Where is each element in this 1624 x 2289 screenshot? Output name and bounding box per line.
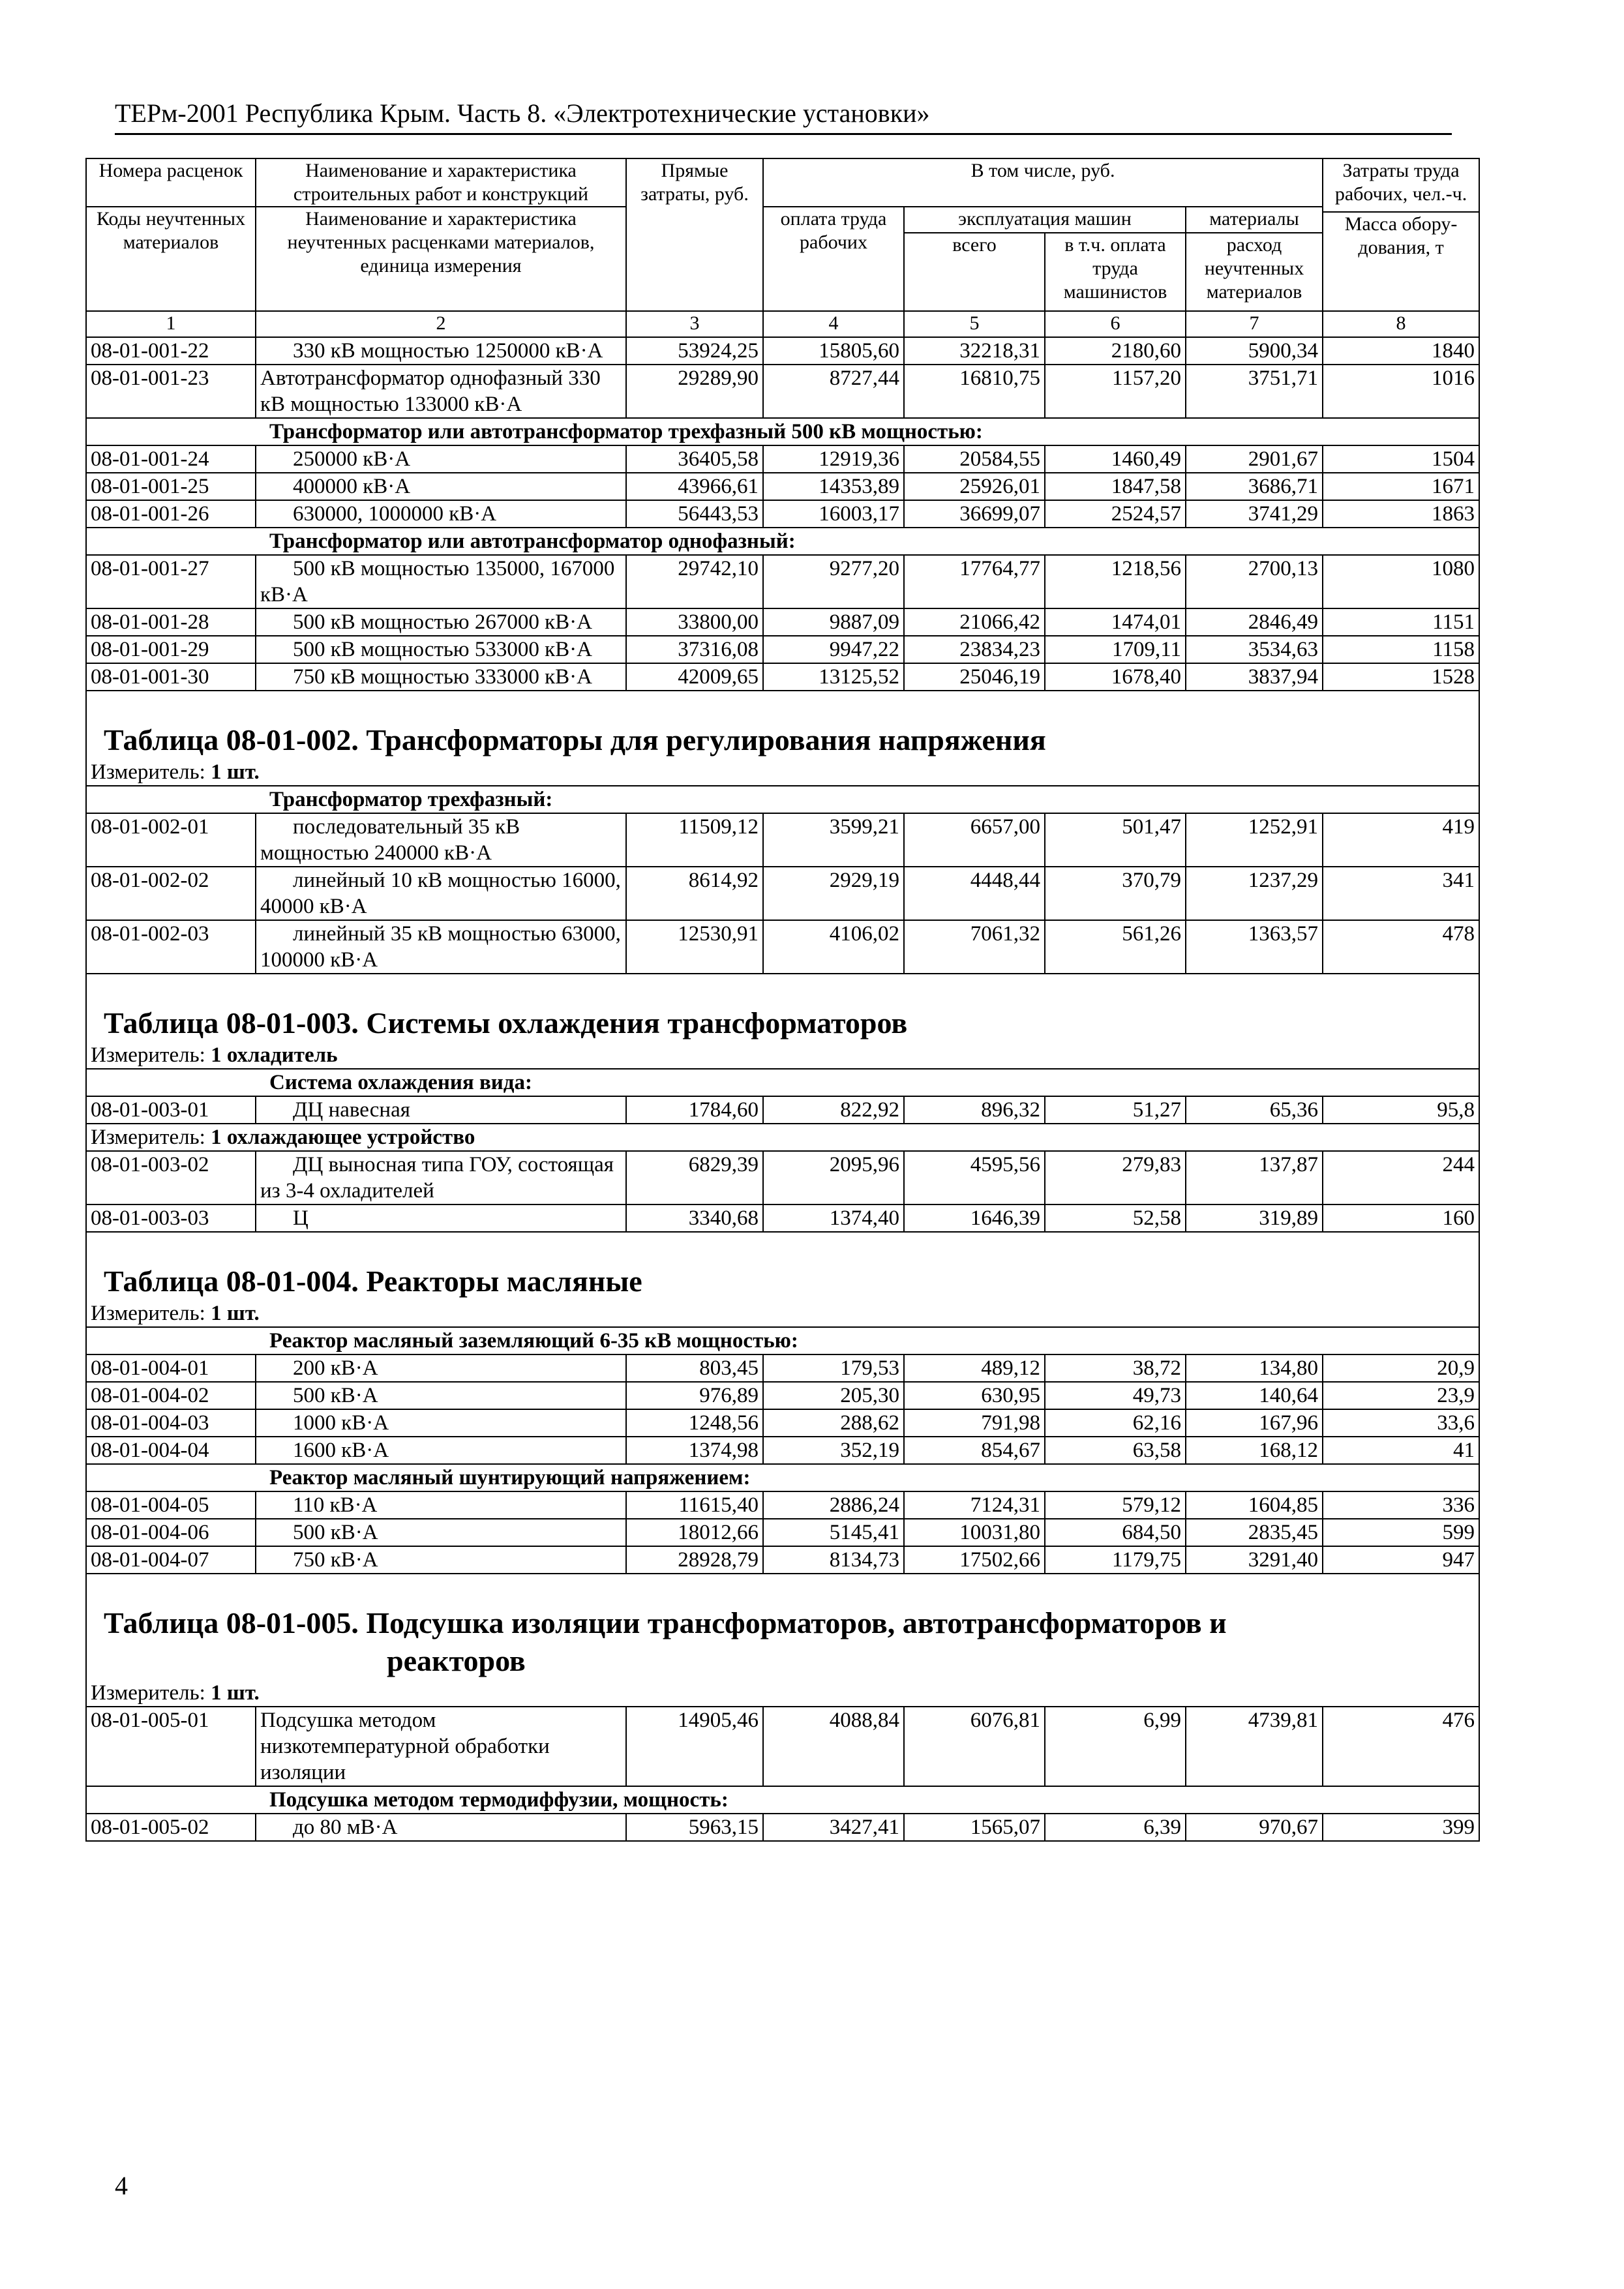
labor-pay: 16003,17 xyxy=(763,500,904,528)
labor-pay: 13125,52 xyxy=(763,663,904,691)
materials-cost: 1363,57 xyxy=(1186,920,1323,974)
labor-pay: 9947,22 xyxy=(763,636,904,663)
materials-cost: 1252,91 xyxy=(1186,813,1323,867)
materials-cost: 167,96 xyxy=(1186,1409,1323,1437)
direct-cost: 1784,60 xyxy=(626,1096,763,1124)
machinists-pay: 579,12 xyxy=(1045,1491,1186,1519)
direct-cost: 1248,56 xyxy=(626,1409,763,1437)
table-row xyxy=(86,1546,1479,1574)
materials-cost: 3686,71 xyxy=(1186,473,1323,500)
direct-cost: 53924,25 xyxy=(626,337,763,365)
machinists-pay: 1460,49 xyxy=(1045,445,1186,473)
table-row xyxy=(86,1096,1479,1124)
col-name-header: Наименование и характеристика строительных работ и конструкций xyxy=(256,158,626,207)
labor-hours: 1840 xyxy=(1323,337,1479,365)
labor-hours: 419 xyxy=(1323,813,1479,867)
machines-total: 25926,01 xyxy=(904,473,1045,500)
labor-hours: 1528 xyxy=(1323,663,1479,691)
labor-pay: 14353,89 xyxy=(763,473,904,500)
rate-code: 08-01-001-29 xyxy=(86,636,256,663)
table-row xyxy=(86,473,1479,500)
machines-total: 17502,66 xyxy=(904,1546,1045,1574)
rate-code: 08-01-004-01 xyxy=(86,1354,256,1382)
rate-name: Подсушка методом низкотемпературной обработки изоляции xyxy=(256,1707,626,1786)
table-row xyxy=(86,445,1479,473)
labor-hours: 1080 xyxy=(1323,555,1479,608)
col-machines-header: эксплуатация машин xyxy=(904,207,1186,233)
group-heading-row xyxy=(86,528,1479,555)
labor-pay: 288,62 xyxy=(763,1409,904,1437)
machines-total: 16810,75 xyxy=(904,365,1045,418)
materials-cost: 134,80 xyxy=(1186,1354,1323,1382)
rate-code: 08-01-001-30 xyxy=(86,663,256,691)
machines-total: 32218,31 xyxy=(904,337,1045,365)
materials-cost: 1604,85 xyxy=(1186,1491,1323,1519)
machines-total: 4448,44 xyxy=(904,867,1045,920)
machinists-pay: 561,26 xyxy=(1045,920,1186,974)
rate-code: 08-01-001-28 xyxy=(86,608,256,636)
group-heading-row xyxy=(86,1069,1479,1096)
table-row xyxy=(86,1409,1479,1437)
machines-total: 20584,55 xyxy=(904,445,1045,473)
labor-hours: 160 xyxy=(1323,1204,1479,1232)
machinists-pay: 1709,11 xyxy=(1045,636,1186,663)
table-title xyxy=(91,1004,1475,1042)
direct-cost: 14905,46 xyxy=(626,1707,763,1786)
rate-name: Автотрансформатор однофазный 330 кВ мощностью 133000 кВ·А xyxy=(256,365,626,418)
rate-code: 08-01-005-01 xyxy=(86,1707,256,1786)
labor-hours: 95,8 xyxy=(1323,1096,1479,1124)
machines-total: 791,98 xyxy=(904,1409,1045,1437)
col-num: 4 xyxy=(763,311,904,337)
materials-cost: 168,12 xyxy=(1186,1437,1323,1464)
labor-pay: 205,30 xyxy=(763,1382,904,1409)
col-num: 5 xyxy=(904,311,1045,337)
machinists-pay: 51,27 xyxy=(1045,1096,1186,1124)
direct-cost: 28928,79 xyxy=(626,1546,763,1574)
rate-name: 200 кВ·А xyxy=(256,1354,626,1382)
group-heading-row xyxy=(86,1786,1479,1814)
materials-cost: 140,64 xyxy=(1186,1382,1323,1409)
labor-pay: 1374,40 xyxy=(763,1204,904,1232)
col-mass-header: Масса обору-дования, т xyxy=(1323,211,1479,260)
rate-name: ДЦ навесная xyxy=(256,1096,626,1124)
labor-pay: 2095,96 xyxy=(763,1151,904,1204)
machinists-pay: 370,79 xyxy=(1045,867,1186,920)
machines-total: 17764,77 xyxy=(904,555,1045,608)
col-num: 6 xyxy=(1045,311,1186,337)
rate-code: 08-01-003-03 xyxy=(86,1204,256,1232)
rate-name: 1000 кВ·А xyxy=(256,1409,626,1437)
machinists-pay: 52,58 xyxy=(1045,1204,1186,1232)
materials-cost: 137,87 xyxy=(1186,1151,1323,1204)
table-row xyxy=(86,867,1479,920)
direct-cost: 37316,08 xyxy=(626,636,763,663)
unit-value: 1 охладитель xyxy=(211,1043,338,1067)
table-row xyxy=(86,365,1479,418)
unit-row xyxy=(86,759,1479,786)
table-title-row xyxy=(86,1574,1479,1680)
machines-total: 7061,32 xyxy=(904,920,1045,974)
col-incl-header: В том числе, руб. xyxy=(763,158,1323,207)
group-heading-row xyxy=(86,786,1479,813)
rate-name: 1600 кВ·А xyxy=(256,1437,626,1464)
unit-heading xyxy=(86,1042,1479,1069)
machinists-pay: 279,83 xyxy=(1045,1151,1186,1204)
table-row xyxy=(86,337,1479,365)
direct-cost: 5963,15 xyxy=(626,1814,763,1841)
rate-name: 110 кВ·А xyxy=(256,1491,626,1519)
rate-code: 08-01-003-02 xyxy=(86,1151,256,1204)
rate-name: 750 кВ мощностью 333000 кВ·А xyxy=(256,663,626,691)
col-num: 2 xyxy=(256,311,626,337)
rate-name: линейный 10 кВ мощностью 16000, 40000 кВ·А xyxy=(256,867,626,920)
materials-cost: 5900,34 xyxy=(1186,337,1323,365)
col-machinists-header: в т.ч. оплата труда машинистов xyxy=(1045,233,1186,311)
labor-hours: 947 xyxy=(1323,1546,1479,1574)
table-row xyxy=(86,920,1479,974)
table-row xyxy=(86,663,1479,691)
unit-heading xyxy=(86,1680,1479,1707)
labor-hours: 1671 xyxy=(1323,473,1479,500)
table-row xyxy=(86,500,1479,528)
materials-cost: 319,89 xyxy=(1186,1204,1323,1232)
rates-table-wrapper xyxy=(85,158,1479,1842)
rate-name: 500 кВ мощностью 135000, 167000 кВ·А xyxy=(256,555,626,608)
labor-pay: 2886,24 xyxy=(763,1491,904,1519)
labor-cost-label: Затраты труда рабочих, чел.-ч. xyxy=(1334,160,1467,205)
rate-name: 750 кВ·А xyxy=(256,1546,626,1574)
table-title-text: Таблица 08-01-005. Подсушка изоляции трансформаторов, автотрансформаторов и xyxy=(104,1606,1227,1639)
labor-hours: 1863 xyxy=(1323,500,1479,528)
group-heading: Подсушка методом термодиффузии, мощность: xyxy=(86,1786,1479,1814)
direct-cost: 6829,39 xyxy=(626,1151,763,1204)
rate-name: до 80 мВ·А xyxy=(256,1814,626,1841)
machinists-pay: 1847,58 xyxy=(1045,473,1186,500)
labor-pay: 8134,73 xyxy=(763,1546,904,1574)
unit-row xyxy=(86,1680,1479,1707)
materials-cost: 3741,29 xyxy=(1186,500,1323,528)
labor-pay: 4106,02 xyxy=(763,920,904,974)
direct-cost: 803,45 xyxy=(626,1354,763,1382)
direct-cost: 3340,68 xyxy=(626,1204,763,1232)
machines-total: 7124,31 xyxy=(904,1491,1045,1519)
table-title-text: Таблица 08-01-002. Трансформаторы для регулирования напряжения xyxy=(104,723,1046,756)
table-title xyxy=(91,1604,1475,1680)
materials-cost: 4739,81 xyxy=(1186,1707,1323,1786)
table-title xyxy=(91,721,1475,759)
labor-pay: 15805,60 xyxy=(763,337,904,365)
table-row xyxy=(86,1519,1479,1546)
rate-name: Ц xyxy=(256,1204,626,1232)
col-unaccounted-name-header: Наименование и характеристика неучтенных расценками материалов, единица измерения xyxy=(256,207,626,311)
labor-hours: 1158 xyxy=(1323,636,1479,663)
machinists-pay: 501,47 xyxy=(1045,813,1186,867)
table-body xyxy=(86,337,1479,1841)
machinists-pay: 49,73 xyxy=(1045,1382,1186,1409)
group-heading: Трансформатор трехфазный: xyxy=(86,786,1479,813)
machinists-pay: 38,72 xyxy=(1045,1354,1186,1382)
page-number: 4 xyxy=(115,2171,128,2200)
labor-pay: 5145,41 xyxy=(763,1519,904,1546)
direct-cost: 11509,12 xyxy=(626,813,763,867)
machinists-pay: 62,16 xyxy=(1045,1409,1186,1437)
table-row xyxy=(86,1204,1479,1232)
rate-name: 500 кВ мощностью 533000 кВ·А xyxy=(256,636,626,663)
machinists-pay: 1179,75 xyxy=(1045,1546,1186,1574)
machines-total: 489,12 xyxy=(904,1354,1045,1382)
materials-cost: 2901,67 xyxy=(1186,445,1323,473)
direct-cost: 33800,00 xyxy=(626,608,763,636)
rate-code: 08-01-001-24 xyxy=(86,445,256,473)
rate-code: 08-01-001-22 xyxy=(86,337,256,365)
table-row xyxy=(86,555,1479,608)
rate-name: 630000, 1000000 кВ·А xyxy=(256,500,626,528)
labor-pay: 9277,20 xyxy=(763,555,904,608)
table-row xyxy=(86,813,1479,867)
labor-pay: 8727,44 xyxy=(763,365,904,418)
labor-hours: 341 xyxy=(1323,867,1479,920)
col-num: 7 xyxy=(1186,311,1323,337)
rate-code: 08-01-001-27 xyxy=(86,555,256,608)
machines-total: 1565,07 xyxy=(904,1814,1045,1841)
direct-cost: 18012,66 xyxy=(626,1519,763,1546)
col-labor-cost-header xyxy=(1323,158,1479,311)
table-header xyxy=(86,158,1479,337)
rate-code: 08-01-004-03 xyxy=(86,1409,256,1437)
unit-heading xyxy=(86,1124,1479,1151)
machines-total: 4595,56 xyxy=(904,1151,1045,1204)
machinists-pay: 2180,60 xyxy=(1045,337,1186,365)
group-heading: Система охлаждения вида: xyxy=(86,1069,1479,1096)
col-num: 8 xyxy=(1323,311,1479,337)
labor-hours: 476 xyxy=(1323,1707,1479,1786)
materials-cost: 2835,45 xyxy=(1186,1519,1323,1546)
materials-cost: 970,67 xyxy=(1186,1814,1323,1841)
unit-value: 1 шт. xyxy=(211,1681,260,1705)
direct-cost: 29289,90 xyxy=(626,365,763,418)
col-direct-header: Прямые затраты, руб. xyxy=(626,158,763,311)
table-row xyxy=(86,1354,1479,1382)
col-labor-header: оплата труда рабочих xyxy=(763,207,904,311)
table-row xyxy=(86,608,1479,636)
rate-name: 250000 кВ·А xyxy=(256,445,626,473)
rate-name: 330 кВ мощностью 1250000 кВ·А xyxy=(256,337,626,365)
unit-label: Измеритель: xyxy=(91,760,205,784)
rate-name: последовательный 35 кВ мощностью 240000 кВ·А xyxy=(256,813,626,867)
machinists-pay: 6,99 xyxy=(1045,1707,1186,1786)
rate-code: 08-01-004-02 xyxy=(86,1382,256,1409)
group-heading-row xyxy=(86,1327,1479,1354)
col-codes-header: Номера расценок xyxy=(86,158,256,207)
rate-name: 400000 кВ·А xyxy=(256,473,626,500)
table-title-continuation: реакторов xyxy=(387,1644,526,1677)
unit-label: Измеритель: xyxy=(91,1681,205,1705)
rate-code: 08-01-001-25 xyxy=(86,473,256,500)
table-row xyxy=(86,1707,1479,1786)
unit-value: 1 шт. xyxy=(211,760,260,784)
rate-name: 500 кВ·А xyxy=(256,1382,626,1409)
machinists-pay: 1678,40 xyxy=(1045,663,1186,691)
rate-name: линейный 35 кВ мощностью 63000, 100000 кВ·А xyxy=(256,920,626,974)
col-num: 3 xyxy=(626,311,763,337)
machines-total: 854,67 xyxy=(904,1437,1045,1464)
table-title-text: Таблица 08-01-004. Реакторы масляные xyxy=(104,1264,642,1298)
group-heading: Реактор масляный шунтирующий напряжением: xyxy=(86,1464,1479,1491)
labor-hours: 20,9 xyxy=(1323,1354,1479,1382)
labor-hours: 336 xyxy=(1323,1491,1479,1519)
materials-cost: 3837,94 xyxy=(1186,663,1323,691)
materials-cost: 3291,40 xyxy=(1186,1546,1323,1574)
machinists-pay: 6,39 xyxy=(1045,1814,1186,1841)
direct-cost: 43966,61 xyxy=(626,473,763,500)
unit-row xyxy=(86,1300,1479,1327)
table-title-row xyxy=(86,974,1479,1042)
rate-name: ДЦ выносная типа ГОУ, состоящая из 3-4 охладителей xyxy=(256,1151,626,1204)
machinists-pay: 63,58 xyxy=(1045,1437,1186,1464)
machines-total: 630,95 xyxy=(904,1382,1045,1409)
rate-name: 500 кВ·А xyxy=(256,1519,626,1546)
group-heading-row xyxy=(86,418,1479,445)
labor-hours: 23,9 xyxy=(1323,1382,1479,1409)
direct-cost: 29742,10 xyxy=(626,555,763,608)
labor-pay: 9887,09 xyxy=(763,608,904,636)
machines-total: 23834,23 xyxy=(904,636,1045,663)
rate-code: 08-01-003-01 xyxy=(86,1096,256,1124)
unit-value: 1 шт. xyxy=(211,1302,260,1325)
table-title-row xyxy=(86,691,1479,759)
unit-value: 1 охлаждающее устройство xyxy=(211,1126,475,1149)
materials-cost: 1237,29 xyxy=(1186,867,1323,920)
col-total-header: всего xyxy=(904,233,1045,311)
labor-pay: 12919,36 xyxy=(763,445,904,473)
materials-cost: 3751,71 xyxy=(1186,365,1323,418)
col-materials-header: материалы xyxy=(1186,207,1323,233)
direct-cost: 56443,53 xyxy=(626,500,763,528)
rate-code: 08-01-001-23 xyxy=(86,365,256,418)
col-num: 1 xyxy=(86,311,256,337)
materials-cost: 3534,63 xyxy=(1186,636,1323,663)
unit-label: Измеритель: xyxy=(91,1126,205,1149)
materials-cost: 65,36 xyxy=(1186,1096,1323,1124)
table-row xyxy=(86,636,1479,663)
table-row xyxy=(86,1814,1479,1841)
unit-heading xyxy=(86,1300,1479,1327)
labor-pay: 3599,21 xyxy=(763,813,904,867)
direct-cost: 1374,98 xyxy=(626,1437,763,1464)
labor-hours: 33,6 xyxy=(1323,1409,1479,1437)
unit-heading-row xyxy=(86,1124,1479,1151)
direct-cost: 36405,58 xyxy=(626,445,763,473)
labor-pay: 3427,41 xyxy=(763,1814,904,1841)
group-heading-row xyxy=(86,1464,1479,1491)
labor-hours: 599 xyxy=(1323,1519,1479,1546)
machines-total: 25046,19 xyxy=(904,663,1045,691)
labor-pay: 4088,84 xyxy=(763,1707,904,1786)
table-row xyxy=(86,1151,1479,1204)
direct-cost: 8614,92 xyxy=(626,867,763,920)
labor-hours: 478 xyxy=(1323,920,1479,974)
labor-hours: 1504 xyxy=(1323,445,1479,473)
machinists-pay: 2524,57 xyxy=(1045,500,1186,528)
rate-code: 08-01-001-26 xyxy=(86,500,256,528)
group-heading: Трансформатор или автотрансформатор трехфазный 500 кВ мощностью: xyxy=(86,418,1479,445)
labor-pay: 179,53 xyxy=(763,1354,904,1382)
machines-total: 21066,42 xyxy=(904,608,1045,636)
rates-table xyxy=(85,158,1480,1842)
machines-total: 896,32 xyxy=(904,1096,1045,1124)
direct-cost: 11615,40 xyxy=(626,1491,763,1519)
direct-cost: 976,89 xyxy=(626,1382,763,1409)
materials-cost: 2700,13 xyxy=(1186,555,1323,608)
labor-hours: 244 xyxy=(1323,1151,1479,1204)
labor-pay: 822,92 xyxy=(763,1096,904,1124)
rate-name: 500 кВ мощностью 267000 кВ·А xyxy=(256,608,626,636)
table-row xyxy=(86,1491,1479,1519)
rate-code: 08-01-004-07 xyxy=(86,1546,256,1574)
col-unaccounted-codes-header: Коды неучтенных материалов xyxy=(86,207,256,311)
labor-hours: 399 xyxy=(1323,1814,1479,1841)
column-numbers-row xyxy=(86,311,1479,337)
labor-pay: 352,19 xyxy=(763,1437,904,1464)
table-title-text: Таблица 08-01-003. Системы охлаждения трансформаторов xyxy=(104,1006,908,1040)
unit-row xyxy=(86,1042,1479,1069)
table-title-row xyxy=(86,1232,1479,1300)
rate-code: 08-01-004-05 xyxy=(86,1491,256,1519)
rate-code: 08-01-002-03 xyxy=(86,920,256,974)
machinists-pay: 1474,01 xyxy=(1045,608,1186,636)
col-unaccounted-header: расход неучтенных материалов xyxy=(1186,233,1323,311)
machinists-pay: 684,50 xyxy=(1045,1519,1186,1546)
labor-hours: 41 xyxy=(1323,1437,1479,1464)
machines-total: 10031,80 xyxy=(904,1519,1045,1546)
machines-total: 1646,39 xyxy=(904,1204,1045,1232)
machines-total: 36699,07 xyxy=(904,500,1045,528)
materials-cost: 2846,49 xyxy=(1186,608,1323,636)
rate-code: 08-01-004-06 xyxy=(86,1519,256,1546)
unit-heading xyxy=(86,759,1479,786)
machines-total: 6657,00 xyxy=(904,813,1045,867)
labor-hours: 1016 xyxy=(1323,365,1479,418)
machinists-pay: 1218,56 xyxy=(1045,555,1186,608)
rate-code: 08-01-005-02 xyxy=(86,1814,256,1841)
group-heading: Реактор масляный заземляющий 6-35 кВ мощностью: xyxy=(86,1327,1479,1354)
table-row xyxy=(86,1382,1479,1409)
unit-label: Измеритель: xyxy=(91,1043,205,1067)
page-header: ТЕРм-2001 Республика Крым. Часть 8. «Электротехнические установки» xyxy=(115,97,1452,135)
unit-label: Измеритель: xyxy=(91,1302,205,1325)
rate-code: 08-01-004-04 xyxy=(86,1437,256,1464)
labor-pay: 2929,19 xyxy=(763,867,904,920)
table-row xyxy=(86,1437,1479,1464)
rate-code: 08-01-002-01 xyxy=(86,813,256,867)
direct-cost: 42009,65 xyxy=(626,663,763,691)
machines-total: 6076,81 xyxy=(904,1707,1045,1786)
group-heading: Трансформатор или автотрансформатор однофазный: xyxy=(86,528,1479,555)
rate-code: 08-01-002-02 xyxy=(86,867,256,920)
table-title xyxy=(91,1263,1475,1300)
direct-cost: 12530,91 xyxy=(626,920,763,974)
labor-hours: 1151 xyxy=(1323,608,1479,636)
machinists-pay: 1157,20 xyxy=(1045,365,1186,418)
